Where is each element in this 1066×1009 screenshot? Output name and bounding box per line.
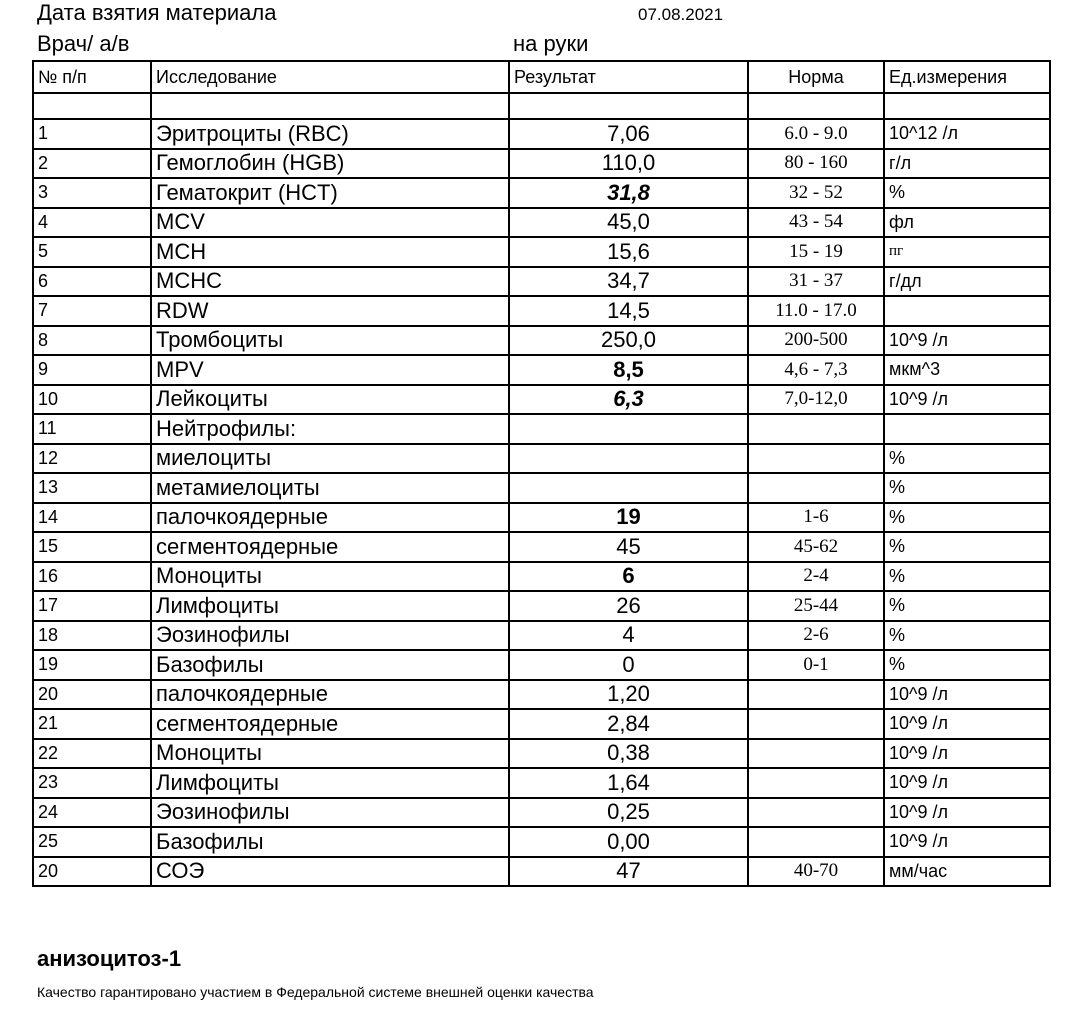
table-row: [33, 237, 1050, 267]
row-norm: 200-500: [748, 326, 884, 356]
row-norm: [748, 680, 884, 710]
date-value: 07.08.2021: [638, 5, 724, 24]
row-number: 20: [33, 680, 151, 710]
row-test-name: Гемоглобин (HGB): [151, 149, 509, 179]
table-row: [33, 503, 1050, 533]
row-result: 2,84: [509, 709, 748, 739]
quality-note: Качество гарантировано участием в Федеральной системе внешней оценки качества: [37, 984, 594, 1000]
row-unit: 10^9 /л: [884, 827, 1050, 857]
row-test-name: Базофилы: [151, 650, 509, 680]
row-result: 0,38: [509, 739, 748, 769]
column-header-norm: Норма: [748, 61, 884, 93]
row-number: 14: [33, 503, 151, 533]
column-header-number: № п/п: [33, 61, 151, 93]
row-number: 9: [33, 355, 151, 385]
row-result: 45,0: [509, 208, 748, 238]
row-norm: 25-44: [748, 591, 884, 621]
row-result: 26: [509, 591, 748, 621]
table-row: [33, 296, 1050, 326]
row-norm: [748, 827, 884, 857]
row-result: 45: [509, 532, 748, 562]
date-label: Дата взятия материала: [37, 0, 277, 25]
row-norm: 0-1: [748, 650, 884, 680]
row-unit: пг: [884, 237, 1050, 267]
row-test-name: палочкоядерные: [151, 680, 509, 710]
row-result: 34,7: [509, 267, 748, 297]
row-number: 17: [33, 591, 151, 621]
table-row: [33, 444, 1050, 474]
row-unit: 10^9 /л: [884, 385, 1050, 415]
table-row: [33, 326, 1050, 356]
row-unit: 10^9 /л: [884, 326, 1050, 356]
row-unit: [884, 414, 1050, 444]
row-result: 7,06: [509, 119, 748, 149]
row-norm: [748, 739, 884, 769]
row-test-name: MCV: [151, 208, 509, 238]
row-norm: 40-70: [748, 857, 884, 887]
row-result: 250,0: [509, 326, 748, 356]
row-norm: [748, 473, 884, 503]
column-header-test: Исследование: [151, 61, 509, 93]
row-test-name: миелоциты: [151, 444, 509, 474]
row-unit: %: [884, 503, 1050, 533]
row-unit: 10^9 /л: [884, 768, 1050, 798]
row-test-name: СОЭ: [151, 857, 509, 887]
row-number: 8: [33, 326, 151, 356]
row-test-name: Эозинофилы: [151, 621, 509, 651]
row-test-name: Гематокрит (HCT): [151, 178, 509, 208]
column-header-result: Результат: [509, 61, 748, 93]
row-unit: мкм^3: [884, 355, 1050, 385]
row-number: 24: [33, 798, 151, 828]
table-row: [33, 149, 1050, 179]
row-test-name: Лимфоциты: [151, 768, 509, 798]
row-test-name: Моноциты: [151, 739, 509, 769]
table-row: [33, 827, 1050, 857]
row-result: 6: [509, 562, 748, 592]
row-norm: 45-62: [748, 532, 884, 562]
row-unit: %: [884, 444, 1050, 474]
table-row: [33, 385, 1050, 415]
table-row: [33, 768, 1050, 798]
row-result: 1,64: [509, 768, 748, 798]
row-result: 0,00: [509, 827, 748, 857]
row-unit: 10^9 /л: [884, 739, 1050, 769]
row-unit: 10^9 /л: [884, 798, 1050, 828]
row-result: [509, 444, 748, 474]
row-number: 5: [33, 237, 151, 267]
row-norm: [748, 798, 884, 828]
table-row: [33, 414, 1050, 444]
table-body: [33, 119, 1050, 886]
table-row: [33, 562, 1050, 592]
results-table: [32, 60, 1051, 887]
table-row: [33, 650, 1050, 680]
row-unit: мм/час: [884, 857, 1050, 887]
row-result: 47: [509, 857, 748, 887]
row-number: 13: [33, 473, 151, 503]
row-result: 15,6: [509, 237, 748, 267]
table-row: [33, 798, 1050, 828]
row-unit: %: [884, 473, 1050, 503]
row-norm: 32 - 52: [748, 178, 884, 208]
table-row: [33, 119, 1050, 149]
row-test-name: Нейтрофилы:: [151, 414, 509, 444]
row-unit: %: [884, 178, 1050, 208]
row-test-name: Тромбоциты: [151, 326, 509, 356]
row-number: 1: [33, 119, 151, 149]
row-test-name: Эритроциты (RBC): [151, 119, 509, 149]
row-norm: 7,0-12,0: [748, 385, 884, 415]
row-norm: 1-6: [748, 503, 884, 533]
row-norm: 80 - 160: [748, 149, 884, 179]
row-unit: %: [884, 562, 1050, 592]
table-row: [33, 739, 1050, 769]
row-number: 11: [33, 414, 151, 444]
row-number: 12: [33, 444, 151, 474]
row-number: 4: [33, 208, 151, 238]
row-result: 110,0: [509, 149, 748, 179]
row-number: 20: [33, 857, 151, 887]
table-row: [33, 680, 1050, 710]
row-norm: [748, 768, 884, 798]
row-test-name: Моноциты: [151, 562, 509, 592]
row-test-name: Базофилы: [151, 827, 509, 857]
row-number: 18: [33, 621, 151, 651]
row-test-name: сегментоядерные: [151, 532, 509, 562]
row-number: 19: [33, 650, 151, 680]
table-row: [33, 355, 1050, 385]
table-row: [33, 621, 1050, 651]
row-result: [509, 414, 748, 444]
row-norm: [748, 414, 884, 444]
footnote-anisocytosis: анизоцитоз-1: [37, 946, 182, 971]
row-test-name: метамиелоциты: [151, 473, 509, 503]
table-row: [33, 208, 1050, 238]
row-norm: [748, 444, 884, 474]
row-unit: %: [884, 650, 1050, 680]
row-test-name: MCHC: [151, 267, 509, 297]
column-header-unit: Ед.измерения: [884, 61, 1050, 93]
row-unit: фл: [884, 208, 1050, 238]
row-test-name: MCH: [151, 237, 509, 267]
row-number: 22: [33, 739, 151, 769]
table-row: [33, 267, 1050, 297]
row-norm: 31 - 37: [748, 267, 884, 297]
row-test-name: Лейкоциты: [151, 385, 509, 415]
row-result: 1,20: [509, 680, 748, 710]
row-norm: 11.0 - 17.0: [748, 296, 884, 326]
row-number: 25: [33, 827, 151, 857]
row-test-name: сегментоядерные: [151, 709, 509, 739]
table-row: [33, 591, 1050, 621]
row-unit: 10^9 /л: [884, 680, 1050, 710]
row-unit: %: [884, 532, 1050, 562]
row-norm: [748, 709, 884, 739]
row-number: 6: [33, 267, 151, 297]
row-norm: 2-4: [748, 562, 884, 592]
row-unit: 10^12 /л: [884, 119, 1050, 149]
row-norm: 6.0 - 9.0: [748, 119, 884, 149]
row-unit: [884, 296, 1050, 326]
row-unit: 10^9 /л: [884, 709, 1050, 739]
row-norm: 4,6 - 7,3: [748, 355, 884, 385]
doctor-label: Врач/ а/в: [37, 31, 130, 56]
row-number: 21: [33, 709, 151, 739]
blank-row: [33, 93, 1050, 119]
row-unit: г/дл: [884, 267, 1050, 297]
row-number: 7: [33, 296, 151, 326]
row-number: 10: [33, 385, 151, 415]
row-unit: %: [884, 591, 1050, 621]
table-row: [33, 709, 1050, 739]
table-row: [33, 178, 1050, 208]
row-number: 23: [33, 768, 151, 798]
row-result: 4: [509, 621, 748, 651]
row-number: 2: [33, 149, 151, 179]
row-result: 14,5: [509, 296, 748, 326]
row-result: 0,25: [509, 798, 748, 828]
row-result: 8,5: [509, 355, 748, 385]
row-norm: 2-6: [748, 621, 884, 651]
table-header-row: [33, 61, 1050, 93]
row-unit: г/л: [884, 149, 1050, 179]
row-test-name: палочкоядерные: [151, 503, 509, 533]
row-result: 6,3: [509, 385, 748, 415]
row-number: 16: [33, 562, 151, 592]
table-row: [33, 857, 1050, 887]
row-norm: 15 - 19: [748, 237, 884, 267]
row-result: 19: [509, 503, 748, 533]
row-number: 15: [33, 532, 151, 562]
row-result: [509, 473, 748, 503]
row-result: 0: [509, 650, 748, 680]
row-test-name: MPV: [151, 355, 509, 385]
row-result: 31,8: [509, 178, 748, 208]
delivery-label: на руки: [513, 31, 589, 56]
row-test-name: Лимфоциты: [151, 591, 509, 621]
row-unit: %: [884, 621, 1050, 651]
table-row: [33, 473, 1050, 503]
row-norm: 43 - 54: [748, 208, 884, 238]
table-row: [33, 532, 1050, 562]
row-test-name: Эозинофилы: [151, 798, 509, 828]
row-test-name: RDW: [151, 296, 509, 326]
row-number: 3: [33, 178, 151, 208]
